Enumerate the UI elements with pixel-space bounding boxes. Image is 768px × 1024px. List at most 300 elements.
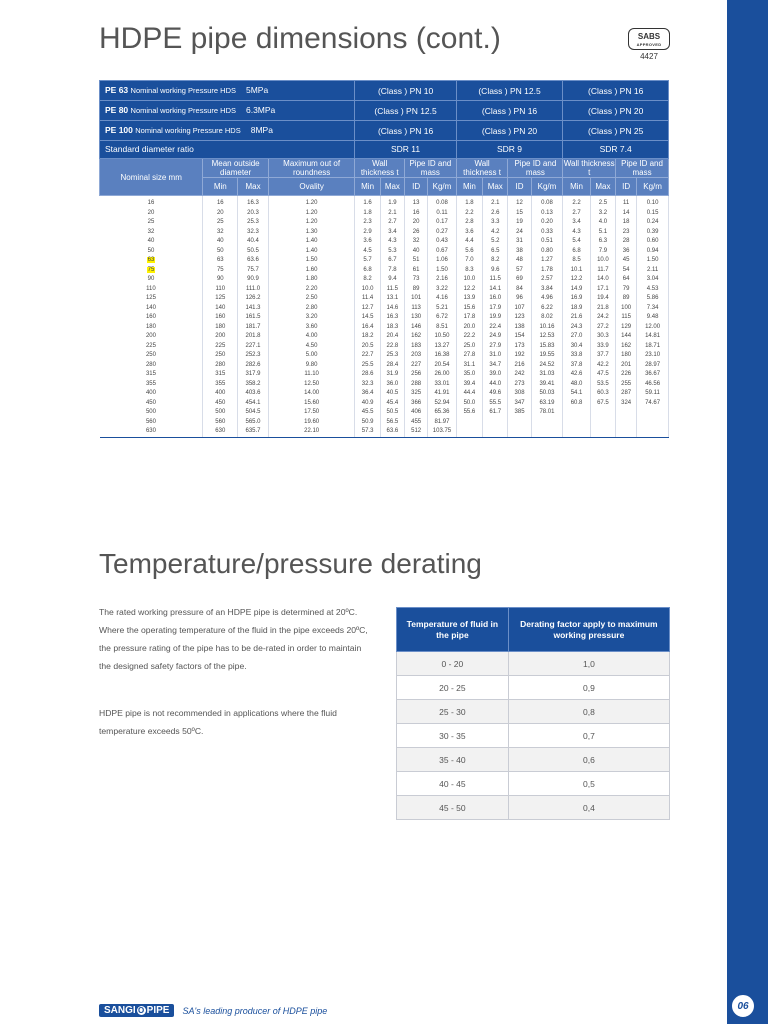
table-cell: 8.2 xyxy=(355,275,380,285)
table-cell: 347 xyxy=(508,399,531,409)
table-cell xyxy=(616,418,637,428)
table-cell: 79 xyxy=(616,285,637,295)
table-cell: 4.5 xyxy=(355,247,380,257)
table-cell: 3.3 xyxy=(483,218,508,228)
table-cell: 11 xyxy=(616,196,637,209)
table-cell: 3.6 xyxy=(456,228,482,238)
table-cell: 22.2 xyxy=(456,332,482,342)
table-cell: 50.5 xyxy=(380,408,404,418)
table-cell: 1.20 xyxy=(268,196,355,209)
table-cell: 288 xyxy=(405,380,428,390)
table-cell: 50.5 xyxy=(238,247,269,257)
table-cell: 2.3 xyxy=(355,218,380,228)
table-cell: 12.2 xyxy=(456,285,482,295)
table-cell: 250 xyxy=(203,351,238,361)
table-cell: 500 xyxy=(100,408,203,418)
table-cell: 2.7 xyxy=(563,209,590,219)
highlighted-value: 75 xyxy=(147,266,155,273)
table-cell: 16.9 xyxy=(563,294,590,304)
table-cell: 57.3 xyxy=(355,427,380,437)
table-cell: 8.02 xyxy=(531,313,563,323)
table-cell: 192 xyxy=(508,351,531,361)
pressure-label xyxy=(100,81,355,101)
pressure-row xyxy=(100,101,669,121)
col-min: Min xyxy=(203,178,238,196)
table-cell: 12.53 xyxy=(531,332,563,342)
footer-tagline: SA's leading producer of HDPE pipe xyxy=(182,1005,328,1016)
table-cell: 27.0 xyxy=(563,332,590,342)
table-cell: 36.4 xyxy=(355,389,380,399)
pressure-label xyxy=(100,101,355,121)
table-cell: 385 xyxy=(508,408,531,418)
table-cell xyxy=(590,427,615,437)
table-cell: 14.9 xyxy=(563,285,590,295)
table-cell: 34.7 xyxy=(483,361,508,371)
table-cell: 84 xyxy=(508,285,531,295)
table-cell: 9.80 xyxy=(268,361,355,371)
table-cell: 12.7 xyxy=(355,304,380,314)
table-cell: 56.5 xyxy=(380,418,404,428)
table-cell xyxy=(100,256,203,266)
table-cell: 25 xyxy=(100,218,203,228)
table-cell: 3.20 xyxy=(268,313,355,323)
table-cell: 0.20 xyxy=(531,218,563,228)
pe-grade: PE 80 xyxy=(105,105,129,115)
table-row xyxy=(100,313,669,323)
pressure-class: (Class ) PN 16 xyxy=(456,101,563,121)
table-cell xyxy=(563,408,590,418)
table-cell: 183 xyxy=(405,342,428,352)
derating-paragraph-1: The rated working pressure of an HDPE pipe is determined at 20ºC. Where the operating temperature of the fluid in the pipe exceeds 20ºC, the pressure rating of the pipe has to be de-rated in order to maintain the designed safety factors of the pipe. xyxy=(99,607,368,671)
table-cell: 30.3 xyxy=(590,332,615,342)
col-ovality: Ovality xyxy=(268,178,355,196)
table-cell: 3.04 xyxy=(637,275,669,285)
table-cell: 50 xyxy=(100,247,203,257)
table-cell xyxy=(531,427,563,437)
table-cell: 1.6 xyxy=(355,196,380,209)
table-cell: 24.52 xyxy=(531,361,563,371)
table-cell: 1.60 xyxy=(268,266,355,276)
table-cell: 3.60 xyxy=(268,323,355,333)
table-cell: 48 xyxy=(508,256,531,266)
table-cell: 6.72 xyxy=(428,313,457,323)
table-cell: 11.10 xyxy=(268,370,355,380)
table-cell: 7.8 xyxy=(380,266,404,276)
pressure-class: (Class ) PN 16 xyxy=(355,121,456,141)
pressure-mpa: 5MPa xyxy=(245,85,269,95)
table-cell: 90 xyxy=(100,275,203,285)
table-cell: 450 xyxy=(100,399,203,409)
table-cell: 7.0 xyxy=(456,256,482,266)
table-row xyxy=(100,237,669,247)
table-cell: 44.0 xyxy=(483,380,508,390)
table-row xyxy=(100,266,669,276)
table-cell: 2.1 xyxy=(380,209,404,219)
table-cell: 28 xyxy=(616,237,637,247)
table-cell xyxy=(456,418,482,428)
table-cell: 16.3 xyxy=(238,196,269,209)
table-cell: 19.4 xyxy=(590,294,615,304)
table-cell: 8.2 xyxy=(483,256,508,266)
table-cell: 17.8 xyxy=(456,313,482,323)
table-cell xyxy=(563,427,590,437)
col-id: ID xyxy=(508,178,531,196)
derating-temperature: 30 - 35 xyxy=(397,724,509,748)
table-row xyxy=(100,380,669,390)
sdr-value: SDR 9 xyxy=(456,141,563,159)
table-row xyxy=(100,370,669,380)
table-cell: 32.3 xyxy=(238,228,269,238)
footer xyxy=(99,1003,327,1018)
table-cell: 81.97 xyxy=(428,418,457,428)
table-cell: 16.0 xyxy=(483,294,508,304)
col-max-out: Maximum out of roundness xyxy=(268,159,355,178)
table-row xyxy=(100,408,669,418)
table-cell: 5.4 xyxy=(563,237,590,247)
table-cell: 89 xyxy=(616,294,637,304)
table-cell: 19.55 xyxy=(531,351,563,361)
table-cell: 4.96 xyxy=(531,294,563,304)
table-cell: 125 xyxy=(100,294,203,304)
table-cell xyxy=(456,427,482,437)
table-cell: 3.4 xyxy=(380,228,404,238)
table-cell: 27.9 xyxy=(483,342,508,352)
table-cell: 1.50 xyxy=(637,256,669,266)
col-id: ID xyxy=(405,178,428,196)
table-cell: 1.8 xyxy=(456,196,482,209)
table-row xyxy=(100,418,669,428)
table-cell: 15.60 xyxy=(268,399,355,409)
table-cell: 16 xyxy=(405,209,428,219)
table-cell: 107 xyxy=(508,304,531,314)
table-cell: 46.56 xyxy=(637,380,669,390)
table-cell: 162 xyxy=(405,332,428,342)
table-cell: 103.75 xyxy=(428,427,457,437)
table-cell: 17.9 xyxy=(483,304,508,314)
sabs-seal-sub: APPROVED xyxy=(636,42,662,47)
table-cell: 60.8 xyxy=(563,399,590,409)
table-cell: 14.1 xyxy=(483,285,508,295)
table-cell: 0.60 xyxy=(637,237,669,247)
table-cell: 52.94 xyxy=(428,399,457,409)
pressure-desc: Nominal working Pressure HDS xyxy=(130,106,236,115)
pressure-class: (Class ) PN 20 xyxy=(563,101,669,121)
table-cell xyxy=(508,418,531,428)
table-cell: 31.03 xyxy=(531,370,563,380)
table-cell: 160 xyxy=(100,313,203,323)
table-cell: 126.2 xyxy=(238,294,269,304)
table-cell: 6.7 xyxy=(380,256,404,266)
table-cell: 6.8 xyxy=(355,266,380,276)
table-cell: 78.01 xyxy=(531,408,563,418)
table-cell xyxy=(100,266,203,276)
table-cell: 36.67 xyxy=(637,370,669,380)
table-cell: 10.1 xyxy=(563,266,590,276)
table-cell: 1.78 xyxy=(531,266,563,276)
table-cell: 2.50 xyxy=(268,294,355,304)
sdr-value: SDR 11 xyxy=(355,141,456,159)
table-cell: 0.24 xyxy=(637,218,669,228)
table-cell: 61.7 xyxy=(483,408,508,418)
table-cell: 17.1 xyxy=(590,285,615,295)
derating-factor: 1,0 xyxy=(508,652,669,676)
table-cell: 225 xyxy=(100,342,203,352)
table-cell: 50.9 xyxy=(355,418,380,428)
table-cell: 181.7 xyxy=(238,323,269,333)
derating-temperature: 20 - 25 xyxy=(397,676,509,700)
table-cell: 454.1 xyxy=(238,399,269,409)
table-cell: 2.80 xyxy=(268,304,355,314)
table-cell: 5.86 xyxy=(637,294,669,304)
table-cell: 16.4 xyxy=(355,323,380,333)
table-row xyxy=(100,323,669,333)
table-cell: 0.17 xyxy=(428,218,457,228)
table-cell: 2.2 xyxy=(563,196,590,209)
table-cell: 25.0 xyxy=(456,342,482,352)
table-cell: 4.3 xyxy=(563,228,590,238)
pressure-mpa: 6.3MPa xyxy=(245,105,276,115)
table-cell: 0.43 xyxy=(428,237,457,247)
table-cell: 73 xyxy=(405,275,428,285)
table-cell: 74.67 xyxy=(637,399,669,409)
derating-temperature: 35 - 40 xyxy=(397,748,509,772)
table-cell: 144 xyxy=(616,332,637,342)
derating-temperature: 45 - 50 xyxy=(397,796,509,820)
table-cell: 20.0 xyxy=(456,323,482,333)
table-cell: 0.08 xyxy=(531,196,563,209)
table-cell: 30.4 xyxy=(563,342,590,352)
table-cell: 3.22 xyxy=(428,285,457,295)
table-cell: 11.5 xyxy=(380,285,404,295)
table-cell: 403.6 xyxy=(238,389,269,399)
table-cell: 23.10 xyxy=(637,351,669,361)
brand-left: SANGI xyxy=(104,1005,136,1016)
table-cell: 21.6 xyxy=(563,313,590,323)
table-cell: 22.8 xyxy=(380,342,404,352)
page-number-badge: 06 xyxy=(730,993,756,1019)
pressure-class: (Class ) PN 12.5 xyxy=(456,81,563,101)
table-cell: 0.80 xyxy=(531,247,563,257)
table-cell: 19 xyxy=(508,218,531,228)
table-cell: 39.0 xyxy=(483,370,508,380)
pressure-row xyxy=(100,121,669,141)
table-cell: 5.1 xyxy=(590,228,615,238)
table-cell xyxy=(637,408,669,418)
table-cell: 5.7 xyxy=(355,256,380,266)
table-cell: 2.8 xyxy=(456,218,482,228)
table-cell: 161.5 xyxy=(238,313,269,323)
table-cell: 630 xyxy=(100,427,203,437)
table-cell: 14.81 xyxy=(637,332,669,342)
table-cell: 64 xyxy=(616,275,637,285)
table-cell: 54 xyxy=(616,266,637,276)
table-cell xyxy=(590,408,615,418)
pressure-desc: Nominal working Pressure HDS xyxy=(130,86,236,95)
table-row xyxy=(100,332,669,342)
table-cell: 16.38 xyxy=(428,351,457,361)
pressure-mpa: 8MPa xyxy=(250,125,273,135)
col-pipe-id: Pipe ID and mass xyxy=(405,159,457,178)
derating-row xyxy=(397,748,670,772)
table-cell: 110 xyxy=(203,285,238,295)
table-cell: 5.00 xyxy=(268,351,355,361)
table-cell: 63 xyxy=(203,256,238,266)
table-cell: 450 xyxy=(203,399,238,409)
table-cell: 45 xyxy=(616,256,637,266)
highlighted-value: 63 xyxy=(147,257,155,263)
table-cell: 101 xyxy=(405,294,428,304)
table-cell: 400 xyxy=(203,389,238,399)
table-cell: 110 xyxy=(100,285,203,295)
col-pipe-id: Pipe ID and mass xyxy=(616,159,669,178)
table-cell: 31.9 xyxy=(380,370,404,380)
table-cell: 227 xyxy=(405,361,428,371)
table-cell: 560 xyxy=(100,418,203,428)
table-cell: 15 xyxy=(508,209,531,219)
table-cell: 27.2 xyxy=(590,323,615,333)
brand-o-icon: O xyxy=(138,1006,145,1015)
table-cell: 2.6 xyxy=(483,209,508,219)
col-mean-od: Mean outside diameter xyxy=(203,159,268,178)
table-cell xyxy=(616,408,637,418)
table-cell: 160 xyxy=(203,313,238,323)
pe-grade: PE 100 xyxy=(105,125,133,135)
derating-row xyxy=(397,724,670,748)
table-cell: 28.97 xyxy=(637,361,669,371)
table-row xyxy=(100,427,669,437)
table-row xyxy=(100,389,669,399)
derating-factor: 0,6 xyxy=(508,748,669,772)
table-cell: 315 xyxy=(203,370,238,380)
table-cell: 20.3 xyxy=(238,209,269,219)
table-row xyxy=(100,228,669,238)
table-cell: 6.8 xyxy=(563,247,590,257)
table-cell: 14 xyxy=(616,209,637,219)
table-cell: 8.5 xyxy=(563,256,590,266)
derating-temperature: 0 - 20 xyxy=(397,652,509,676)
table-cell: 39.41 xyxy=(531,380,563,390)
table-cell: 22.10 xyxy=(268,427,355,437)
table-cell: 36 xyxy=(616,247,637,257)
table-cell: 4.4 xyxy=(456,237,482,247)
table-cell: 1.30 xyxy=(268,228,355,238)
col-wall-thickness: Wall thickness t xyxy=(563,159,615,177)
table-cell: 18.71 xyxy=(637,342,669,352)
table-cell: 0.15 xyxy=(637,209,669,219)
table-cell: 22.7 xyxy=(355,351,380,361)
table-cell: 5.21 xyxy=(428,304,457,314)
table-cell: 2.16 xyxy=(428,275,457,285)
table-cell: 2.11 xyxy=(637,266,669,276)
table-cell: 45.4 xyxy=(380,399,404,409)
table-cell: 324 xyxy=(616,399,637,409)
table-cell xyxy=(531,418,563,428)
table-cell: 59.11 xyxy=(637,389,669,399)
derating-header-factor: Derating factor apply to maximum working pressure xyxy=(508,608,669,652)
sdr-value: SDR 7.4 xyxy=(563,141,669,159)
table-row xyxy=(100,361,669,371)
table-cell: 7.9 xyxy=(590,247,615,257)
table-cell: 0.67 xyxy=(428,247,457,257)
pressure-class: (Class ) PN 16 xyxy=(563,81,669,101)
table-cell: 65.36 xyxy=(428,408,457,418)
table-cell: 273 xyxy=(508,380,531,390)
table-cell: 560 xyxy=(203,418,238,428)
table-cell: 25.5 xyxy=(355,361,380,371)
pe-grade: PE 63 xyxy=(105,85,129,95)
derating-row xyxy=(397,772,670,796)
table-cell: 6.5 xyxy=(483,247,508,257)
table-cell: 203 xyxy=(405,351,428,361)
table-cell: 20.5 xyxy=(355,342,380,352)
table-cell: 18.3 xyxy=(380,323,404,333)
table-cell: 141.3 xyxy=(238,304,269,314)
table-cell: 1.06 xyxy=(428,256,457,266)
table-cell: 11.5 xyxy=(483,275,508,285)
table-cell: 33.9 xyxy=(590,342,615,352)
table-cell: 53.5 xyxy=(590,380,615,390)
table-cell: 75 xyxy=(203,266,238,276)
table-cell: 26.00 xyxy=(428,370,457,380)
table-cell: 14.00 xyxy=(268,389,355,399)
table-cell: 138 xyxy=(508,323,531,333)
derating-factor: 0,9 xyxy=(508,676,669,700)
table-cell: 1.40 xyxy=(268,237,355,247)
col-max: Max xyxy=(238,178,269,196)
col-wall-thickness: Wall thickness t xyxy=(355,159,405,178)
table-cell: 1.20 xyxy=(268,209,355,219)
table-cell: 63.6 xyxy=(380,427,404,437)
table-cell: 20.54 xyxy=(428,361,457,371)
col-kgm: Kg/m xyxy=(428,178,457,196)
table-cell: 12.50 xyxy=(268,380,355,390)
table-cell: 32 xyxy=(100,228,203,238)
table-cell: 3.84 xyxy=(531,285,563,295)
pressure-class: (Class ) PN 12.5 xyxy=(355,101,456,121)
table-row xyxy=(100,275,669,285)
table-cell: 25 xyxy=(203,218,238,228)
table-cell: 10.0 xyxy=(456,275,482,285)
table-cell: 201.8 xyxy=(238,332,269,342)
table-cell: 2.2 xyxy=(456,209,482,219)
table-cell: 0.51 xyxy=(531,237,563,247)
page-title: HDPE pipe dimensions (cont.) xyxy=(99,22,501,55)
sabs-seal-icon xyxy=(628,28,670,50)
derating-row xyxy=(397,796,670,820)
table-cell: 10.0 xyxy=(590,256,615,266)
table-cell: 406 xyxy=(405,408,428,418)
table-cell: 24.9 xyxy=(483,332,508,342)
table-cell: 366 xyxy=(405,399,428,409)
table-cell: 32 xyxy=(203,228,238,238)
table-cell: 111.0 xyxy=(238,285,269,295)
table-cell: 35.0 xyxy=(456,370,482,380)
table-cell: 200 xyxy=(203,332,238,342)
table-cell: 40 xyxy=(203,237,238,247)
table-cell: 40 xyxy=(100,237,203,247)
table-cell: 49.6 xyxy=(483,389,508,399)
table-cell: 20.4 xyxy=(380,332,404,342)
table-cell: 113 xyxy=(405,304,428,314)
table-cell: 0.27 xyxy=(428,228,457,238)
table-cell: 1.8 xyxy=(355,209,380,219)
table-cell: 36.0 xyxy=(380,380,404,390)
hdpe-dimensions-table xyxy=(99,80,669,438)
table-cell xyxy=(637,427,669,437)
col-nominal-size: Nominal size mm xyxy=(100,159,203,196)
table-cell: 2.9 xyxy=(355,228,380,238)
table-cell: 16 xyxy=(203,196,238,209)
